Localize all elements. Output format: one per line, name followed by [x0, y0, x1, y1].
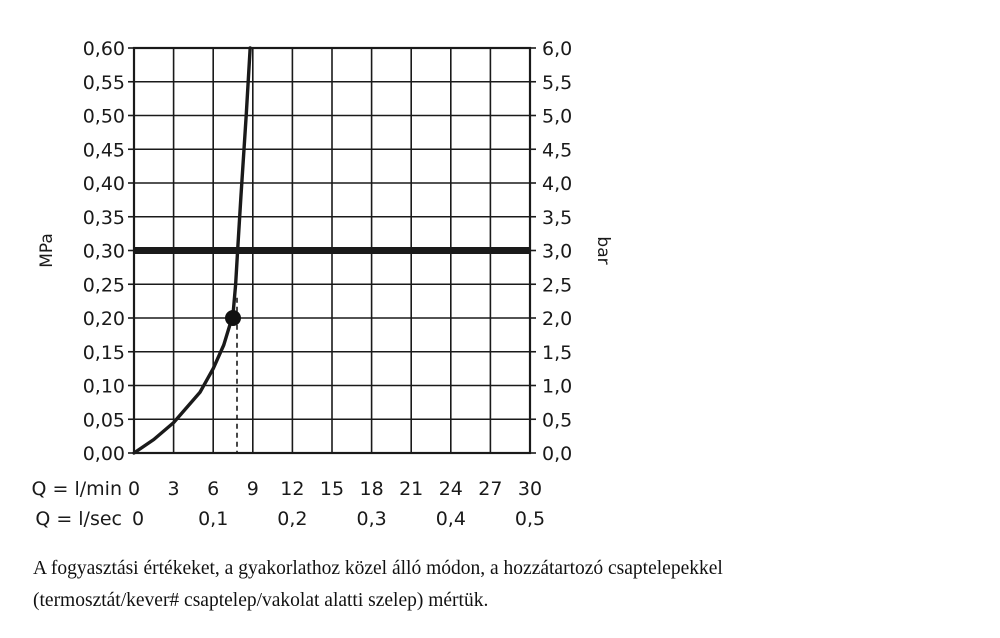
x-axis-row2-tick-label: 0,2 [277, 508, 308, 530]
x-axis-row1-tick-label: 12 [280, 478, 305, 500]
left-axis-tick-label: 0,10 [82, 375, 125, 398]
x-axis-row2-tick-label: 0,4 [435, 508, 466, 530]
x-axis-row2-tick-label: 0 [131, 508, 145, 530]
right-axis-tick-label: 4,5 [542, 139, 573, 162]
x-axis-row1-tick-label: 18 [359, 478, 384, 500]
right-axis-tick-label: 2,5 [542, 274, 573, 297]
x-axis-row1-tick-label: 30 [517, 478, 543, 500]
left-axis-tick-label: 0,00 [82, 443, 125, 465]
left-axis-tick-label: 0,35 [82, 206, 125, 229]
x-axis-row1-label: Q = l/min [31, 478, 122, 500]
left-axis-title: MPa [37, 233, 57, 268]
x-axis-row1-tick-label: 6 [207, 478, 220, 500]
right-axis-tick-label: 6,0 [542, 38, 573, 60]
caption-line-1: A fogyasztási értékeket, a gyakorlathoz közel álló módon, a hozzátartozó csaptelepekkel [33, 558, 723, 579]
right-axis-tick-label: 3,0 [542, 240, 573, 263]
left-axis-tick-label: 0,15 [82, 341, 125, 364]
left-axis-tick-label: 0,40 [82, 173, 125, 195]
x-axis-row1-tick-label: 0 [127, 478, 141, 500]
right-axis-tick-label: 5,5 [542, 71, 573, 94]
operating-point-marker [225, 310, 241, 326]
x-axis-row1-tick-label: 21 [399, 478, 424, 500]
left-axis-tick-label: 0,55 [82, 71, 125, 94]
caption-line-2: (termosztát/kever# csaptelep/vakolat alatti szelep) mértük. [33, 590, 489, 611]
x-axis-row1-tick-label: 27 [478, 478, 503, 500]
right-axis-tick-label: 1,0 [542, 375, 573, 398]
left-axis-tick-label: 0,60 [82, 38, 125, 60]
right-axis-tick-label: 0,0 [542, 443, 573, 465]
x-axis-row2-tick-label: 0,1 [198, 508, 229, 530]
x-axis-row2-tick-label: 0,3 [356, 508, 387, 530]
left-axis-tick-label: 0,45 [82, 139, 125, 162]
right-axis-title: bar [593, 236, 613, 265]
left-axis-tick-label: 0,20 [82, 308, 125, 330]
right-axis-tick-label: 5,0 [542, 105, 573, 128]
right-axis-tick-label: 1,5 [542, 341, 573, 364]
left-axis-tick-label: 0,25 [82, 274, 125, 297]
x-axis-row1-tick-label: 24 [438, 478, 463, 500]
right-axis-tick-label: 0,5 [542, 409, 573, 432]
caption [33, 553, 983, 617]
left-axis-tick-label: 0,50 [82, 105, 125, 128]
right-axis-tick-label: 3,5 [542, 206, 573, 229]
x-axis-row1-tick-label: 9 [246, 478, 259, 500]
right-axis-tick-label: 2,0 [542, 308, 573, 330]
left-axis-tick-label: 0,30 [82, 240, 125, 263]
x-axis-row1-tick-label: 15 [319, 478, 345, 500]
right-axis-tick-label: 4,0 [542, 173, 573, 195]
x-axis-row1-tick-label: 3 [167, 478, 180, 500]
x-axis-row2-label: Q = l/sec [35, 508, 122, 530]
x-axis-row2-tick-label: 0,5 [514, 508, 546, 530]
left-axis-tick-label: 0,05 [82, 409, 125, 432]
